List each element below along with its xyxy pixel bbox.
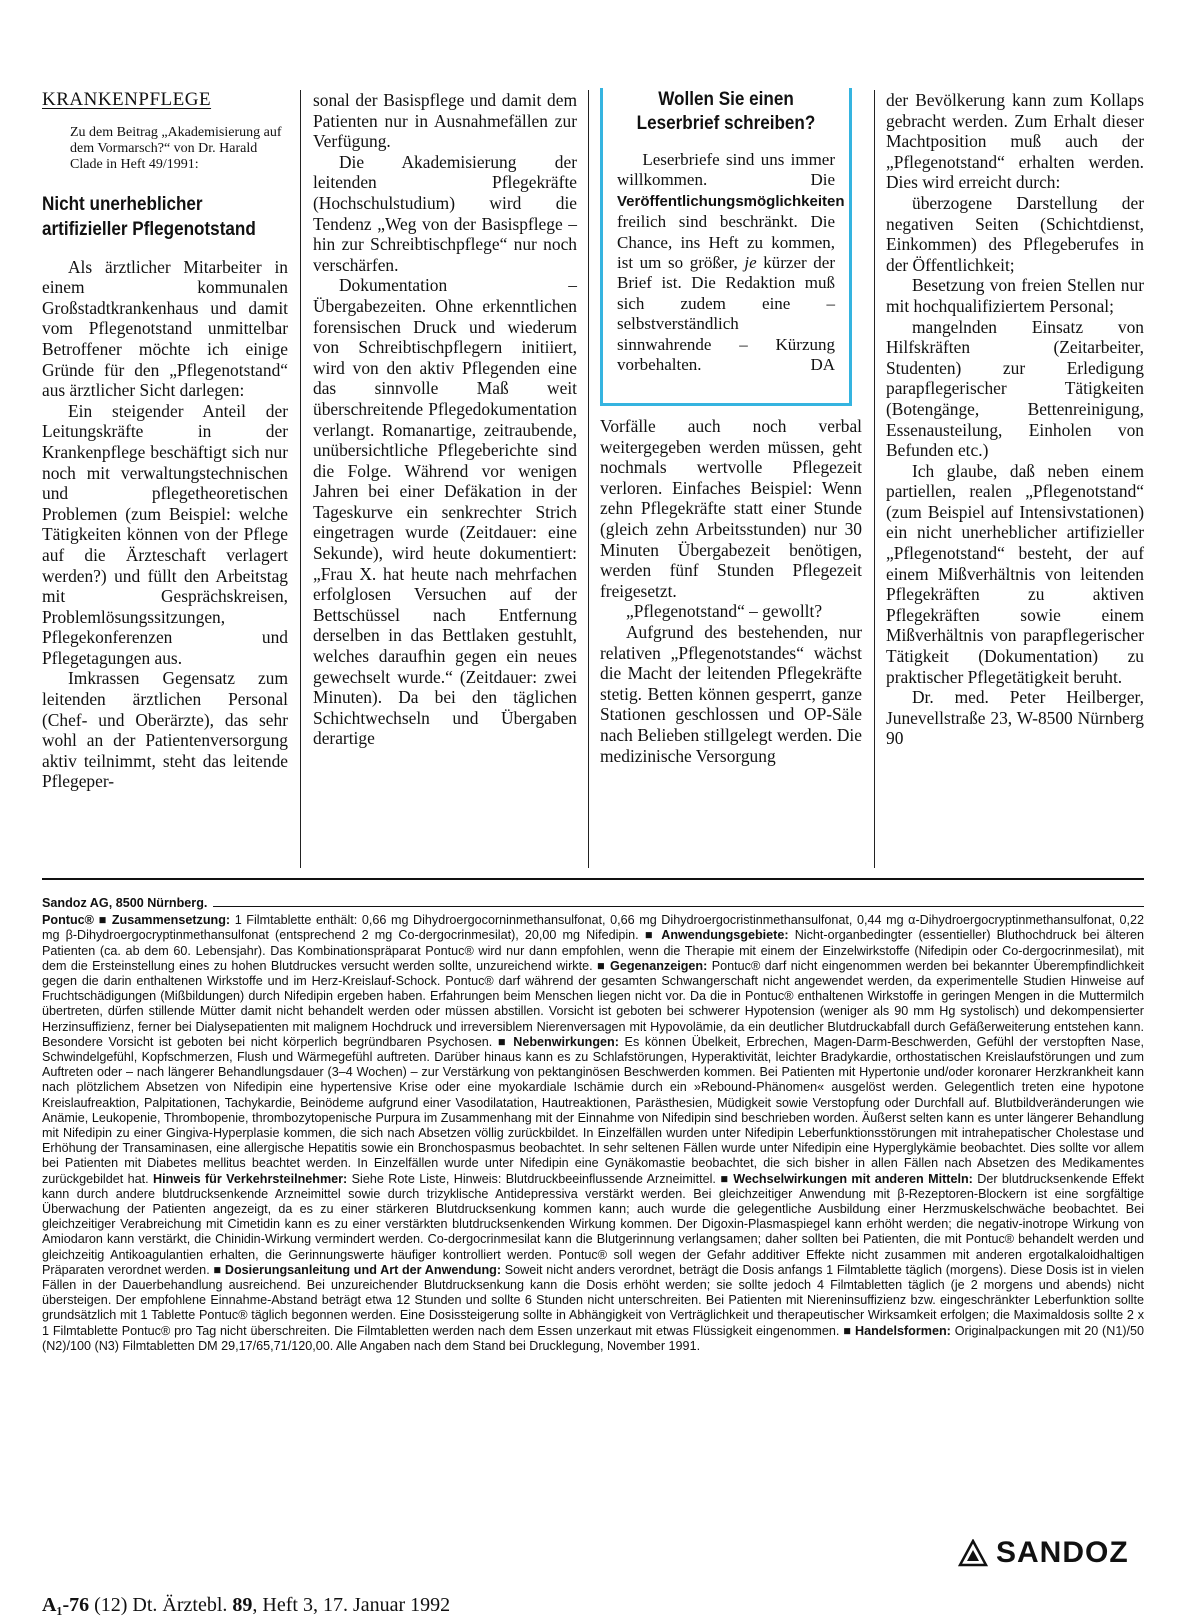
paragraph: Imkrassen Gegensatz zum leitenden ärztlichen Personal (Chef- und Oberärzte), das sehr wohl an der Patientenversorgung aktiv teilnimmt, steht das leitende Pflegeper- <box>42 668 288 792</box>
section-label: KRANKENPFLEGE <box>42 89 212 110</box>
ad-text: Pontuc® darf nicht eingenommen werden bei bekannter Überempfindlichkeit gegen die darin enthaltenen Wirkstoffe und im Herz-Kreislauf-Schock. Pontuc® darf während der gesamten Schwangerschaft nicht angewendet werden, da experimentelle Studien Hinweise auf Fruchtschädigungen (Mißbildungen) durch Nifedipin ergeben haben. Erfahrungen beim Menschen liegen nicht vor. Da die in Pontuc® enthaltenen Wirkstoffe in geringen Mengen in die Muttermilch übertreten, dürfen stillende Mütter damit nicht behandelt werden oder müssen abstillen. Vorsicht ist geboten bei schwerer Hypotension (weniger als 90 mm Hg systolisch) und dekompensierter Herzinsuffizienz, ferner bei Dialysepatienten mit malignem Hochdruck und irreversiblem Nierenversagen mit Hypovolämie, da ein deutlicher Blutdruckabfall durch Gefäßerweiterung entstehen kann. Besondere Vorsicht ist geboten bei nicht körperlich begründbaren Psychosen. <box>42 958 1145 1049</box>
ad-text: Soweit nicht anders verordnet, beträgt die Dosis anfangs 1 Filmtablette täglich (morgens). Diese Dosis ist in vielen Fällen in der Dauerbehandlung ausreichend. Bei unzureichender Blutdrucksenkung kann die Dosis erhöht werden; sie sollte jedoch 4 Filmtabletten täglich (je 2 morgens und abends) nicht übersteigen. Der empfohlene Einnahme-Abstand beträgt etwa 12 Stunden und sollte 6 Stunden nicht unterschreiten. Bei Patienten mit Niereninsuffizienz bzw. eingeschränkter Leberfunktion sollte grundsätzlich mit 1 Tablette Pontuc® täglich begonnen werden. Eine Dosissteigerung sollte in Abhängigkeit von Verträglichkeit und therapeutischer Wirksamkeit erfolgen; die Maximaldosis sollte 2 x 1 Filmtablette Pontuc® pro Tag nicht überschreiten. Die Filmtabletten werden nach dem Essen unzerkaut mit etwas Flüssigkeit eingenommen. <box>42 1262 1145 1338</box>
column-divider <box>300 90 301 868</box>
box-text <box>617 150 845 375</box>
box-title: Wollen Sie einen Leserbrief schreiben? <box>636 89 816 134</box>
paragraph: mangelnden Einsatz von Hilfskräften (Zeitarbeiter, Studenten) zur Erledigung parapflegerischer Tätigkeiten (Botengänge, Bettenreinigung, Essenausteilung, Einholen von Befunden etc.) <box>886 316 1144 461</box>
box-text-c: kürzer der Brief ist. Die Redaktion muß sich zudem eine – selbstverständlich sinnwahrende – Kürzung vorbehalten. <box>617 253 835 375</box>
ad-label: Hinweis für Verkehrsteilnehmer: <box>153 1171 348 1186</box>
box-text-a: Leserbriefe sind uns immer willkommen. Die <box>617 150 836 190</box>
box-text-b: freilich sind beschränkt. Die Chance, ins Heft zu kommen, ist um so größer, <box>617 212 835 273</box>
ad-label: Gegenanzeigen: <box>610 958 708 973</box>
ad-text: Der blutdrucksenkende Effekt kann durch andere blutdrucksenkende Arzneimittel sowie durch trizyklische Antidepressiva verstärkt werden. Bei gleichzeitiger Anwendung mit β-Rezeptoren-Blockern ist eine sorgfältige Überwachung der Patienten angezeigt, da es zu einer stärkeren Blutdrucksenkung kommen kann; auch wurde die gelegentliche Ausbildung einer Herzmuskelschwäche beobachtet. Bei gleichzeitiger Verabreichung mit Cimetidin kann es zu einer verstärkten blutdrucksenkenden Wirkung kommen. Der Digoxin-Plasmaspiegel kann erhöht werden; die negativ-inotrope Wirkung von Amiodaron kann verstärkt, die Chinidin-Wirkung vermindert werden. Co-dergocrinmesilat kann die Blutgerinnung verlangsamen; daher sollten bei Patienten, die mit Pontuc® behandelt werden und gleichzeitig Antikoagulantien erhalten, die Gerinnungswerte häufiger kontrolliert werden. Pontuc® soll wegen der Gefahr additiver Effekte nicht zusammen mit anderen ergotalkaloidhaltigen Präparaten verordnet werden. <box>42 1171 1145 1277</box>
product-name: Pontuc® <box>42 913 94 928</box>
paragraph: Ein steigender Anteil der Leitungskräfte in der Krankenpflege beschäftigt sich nur noch mit verwaltungstechnischen und pflegetheoretischen Problemen (zum Beispiel: welche Tätigkeiten können von der Pflege auf die Ärzteschaft verlagert werden?) und füllt den Arbeitstag mit Gesprächskreisen, Problemlösungssitzungen, Pflegekonferenzen und Pflegetagungen aus. <box>42 400 288 668</box>
sandoz-wordmark: SANDOZ <box>996 1536 1129 1569</box>
article-reference: Zu dem Beitrag „Akademisierung auf dem Vormarsch?“ von Dr. Harald Clade in Heft 49/1991: <box>70 124 282 172</box>
drug-advertisement-text <box>42 896 1144 1354</box>
company-line <box>42 896 1144 913</box>
page-number: A₁-76 <box>42 1594 90 1616</box>
ad-label: Dosierungsanleitung und Art der Anwendung: <box>224 1262 502 1277</box>
paragraph: Dokumentation – Übergabezeiten. Ohne erkenntlichen forensischen Druck und wiederum von Schreibtischpflegern initiiert, wird von den aktiv Pflegenden eine das sinnvolle Maß weit überschreitende Pflegedokumentation verlangt. Romanartige, zeitraubende, unübersichtliche Pflegeberichte sind die Folge. Während vor wenigen Jahren bei einer Defäkation in der Tageskurve ein senkrechter Strich eingetragen wurde (Zeitdauer: eine Sekunde), wird heute dokumentiert: „Frau X. hat heute nach mehrfachen erfolglosen Versuchen auf der Bettschüssel nach Entfernung derselben in das Bettlaken gestuhlt, welches daraufhin gegen ein neues gewechselt wurde.“ (Zeitdauer: zwei Minuten). Da bei den täglichen Schichtwechseln und Übergaben derartige <box>313 275 577 749</box>
column-4 <box>886 90 1144 749</box>
sandoz-logo <box>958 1536 1129 1570</box>
paragraph: Die Akademisierung der leitenden Pflegekräfte (Hochschulstudium) wird die Tendenz „Weg von der Basispflege – hin zur Schreibtischpflege“ nur noch verschärfen. <box>313 151 577 275</box>
ad-label: Zusammensetzung: <box>111 913 231 928</box>
signature: Dr. med. Peter Heilberger, Junevellstraße 23, W-8500 Nürnberg 90 <box>886 687 1144 749</box>
section-rule <box>42 878 1144 880</box>
ad-label: Handelsformen: <box>855 1323 951 1338</box>
paragraph: Ich glaube, daß neben einem partiellen, realen „Pflegenotstand“ (zum Beispiel auf Intensivstationen) ein nicht unerheblicher artifizieller „Pflegenotstand“ besteht, der auf einem Mißverhältnis von leitenden Pflegekräften zu aktiven Pflegekräften sowie einem Mißverhältnis von parapflegerischer Tätigkeit (Dokumentation) zu praktischer Pflegetätigkeit beruht. <box>886 460 1144 687</box>
page-footer <box>42 1594 450 1617</box>
paragraph: überzogene Darstellung der negativen Seiten (Schichtdienst, Einkommen) des Pflegeberufes in der Öffentlichkeit; <box>886 192 1144 275</box>
column-3 <box>600 416 862 766</box>
ad-text: Nicht-organbedingter (essentieller) Bluthochdruck bei älteren Patienten (ca. ab dem 60. Lebensjahr). Das Kombinationspräparat Pontuc® wird nur dann empfohlen, wenn die Therapie mit einem der Einzelwirkstoffe (Nifedipin oder Co-dergocrinmesilat), mit dem die Ersteinstellung eines zu hohen Blutdruckes versucht werden sollte, unzureichend wirkte. <box>42 928 1145 973</box>
bullet-icon: ■ <box>843 1323 852 1338</box>
letter-info-box <box>600 88 852 406</box>
headline-line-1: Nicht unerheblicher <box>42 193 203 215</box>
bullet-icon: ■ <box>497 1034 508 1049</box>
company-rule <box>213 906 1144 907</box>
volume-number: 89 <box>232 1594 253 1616</box>
paragraph: sonal der Basispflege und damit dem Patienten nur in Ausnahmefällen zur Verfügung. <box>313 90 577 152</box>
ad-text: Siehe Rote Liste, Hinweis: Blutdruckbeeinflussende Arzneimittel. <box>351 1171 716 1186</box>
sandoz-triangle-icon <box>958 1539 988 1567</box>
column-1 <box>42 90 288 792</box>
bullet-icon: ■ <box>597 958 606 973</box>
bullet-icon: ■ <box>720 1171 729 1186</box>
journal-name: (12) Dt. Ärztebl. <box>94 1594 228 1616</box>
ad-label: Anwendungsgebiete: <box>661 928 789 943</box>
ad-text: 1 Filmtablette enthält: 0,66 mg Dihydroergocorninmethansulfonat, 0,66 mg Dihydroergocristinmethansulfonat, 0,44 mg α-Dihydroergocryptinmethansulfonat, 0,22 mg β-Dihydroergocryptinmethansulfonat (entsprechend 2 mg Co-dergocrinmesilat), 20,00 mg Nifedipin. <box>42 913 1145 943</box>
column-2 <box>313 90 577 749</box>
column-divider <box>874 90 875 868</box>
headline-line-2: artifizieller Pflegenotstand <box>42 218 256 240</box>
column-divider <box>588 90 589 868</box>
ad-text: Originalpackungen mit 20 (N1)/50 (N2)/100 (N3) Filmtabletten DM 29,17/65,71/120,00. Alle Angaben nach dem Stand bei Drucklegung, November 1991. <box>42 1323 1145 1353</box>
paragraph: Besetzung von freien Stellen nur mit hochqualifiziertem Personal; <box>886 275 1144 316</box>
bullet-icon: ■ <box>644 928 656 943</box>
ad-body <box>42 913 1144 1353</box>
box-text-italic: je <box>744 253 757 273</box>
ad-label: Wechselwirkungen mit anderen Mitteln: <box>733 1171 973 1186</box>
paragraph: der Bevölkerung kann zum Kollaps gebracht werden. Zum Erhalt dieser Machtposition muß auch der „Pflegenotstand“ erhalten werden. Dies wird erreicht durch: <box>886 90 1144 193</box>
paragraph: Als ärztlicher Mitarbeiter in einem kommunalen Großstadtkrankenhaus und damit vom Pflegenotstand unmittelbar Betroffener möchte ich einige Gründe für den „Pflegenotstand“ aus ärztlicher Sicht darlegen: <box>42 256 288 401</box>
ad-text: Es können Übelkeit, Erbrechen, Magen-Darm-Beschwerden, Gefühl der verstopften Nase, Schwindelgefühl, Kopfschmerzen, Flush und Wärmegefühl auftreten. Darüber hinaus kann es zu Schlafstörungen, Hyperaktivität, leichter Bradykardie, orthostatischen Kreislaufstörungen und zum Auftreten oder – nach längerer Behandlungsdauer (3–4 Wochen) – zur Verstärkung von pektanginösen Beschwerden kommen. Bei Patienten mit Hypertonie und/oder koronarer Herzkrankheit kann nach plötzlichem Absetzen von Nifedipin eine hypertensive Krise oder eine myokardiale Ischämie durch ein »Rebound-Phänomen« ausgelöst werden. Gelegentlich treten eine hypotone Kreislaufreaktion, Palpitationen, Tachykardie, Beinödeme aufgrund einer Vasodilatation, Hautreaktionen, Parästhesien, Müdigkeit sowie Verstopfung oder Durchfall auf. Blutbildveränderungen wie Anämie, Leukopenie, Thrombopenie, thrombozytopenische Purpura im Zusammenhang mit der Einnahme von Nifedipin sind beschrieben worden. Äußerst selten kann es unter längerer Behandlung mit Nifedipin zu einer Gingiva-Hyperplasie kommen, die sich nach Absetzen völlig zurückbildet. In Einzelfällen wurden unter Nifedipin Leberfunktionsstörungen mit intrahepatischer Cholestase und Erhöhung der Transaminasen, eine allergische Hepatitis sowie ein Bronchospasmus beobachtet. In sehr seltenen Fällen wurde unter Nifedipin eine Hyperglykämie beobachtet. Dies sollte vor allem bei Patienten mit Diabetes mellitus beachtet werden. In Einzelfällen wurde unter Nifedipin eine Gynäkomastie beobachtet, die sich bisher in allen Fällen nach Absetzen des Medikamentes zurückgebildet hat. <box>42 1034 1145 1186</box>
bullet-icon: ■ <box>98 913 108 928</box>
issue-date: , Heft 3, 17. Januar 1992 <box>252 1594 451 1616</box>
bullet-icon: ■ <box>213 1262 222 1277</box>
box-signature: DA <box>810 355 835 375</box>
paragraph: Aufgrund des bestehenden, nur relativen „Pflegenotstandes“ wächst die Macht der leitenden Pflegekräfte stetig. Betten können gesperrt, ganze Stationen geschlossen und OP-Säle nach Belieben stillgelegt werden. Die medizinische Versorgung <box>600 621 862 766</box>
paragraph: Vorfälle auch noch verbal weitergegeben werden müssen, geht nochmals wertvolle Pflegezeit verloren. Einfaches Beispiel: Wenn zehn Pflegekräfte statt einer Stunde (gleich zehn Arbeitsstunden) nur 30 Minuten Übergabezeit benötigen, werden fünf Stunden Pflegezeit freigesetzt. <box>600 416 862 601</box>
ad-label: Nebenwirkungen: <box>513 1034 619 1049</box>
box-text-bold: Veröffentlichungsmöglichkeiten <box>617 192 845 210</box>
paragraph: „Pflegenotstand“ – gewollt? <box>626 601 823 622</box>
company-name: Sandoz AG, 8500 Nürnberg. <box>42 896 208 910</box>
